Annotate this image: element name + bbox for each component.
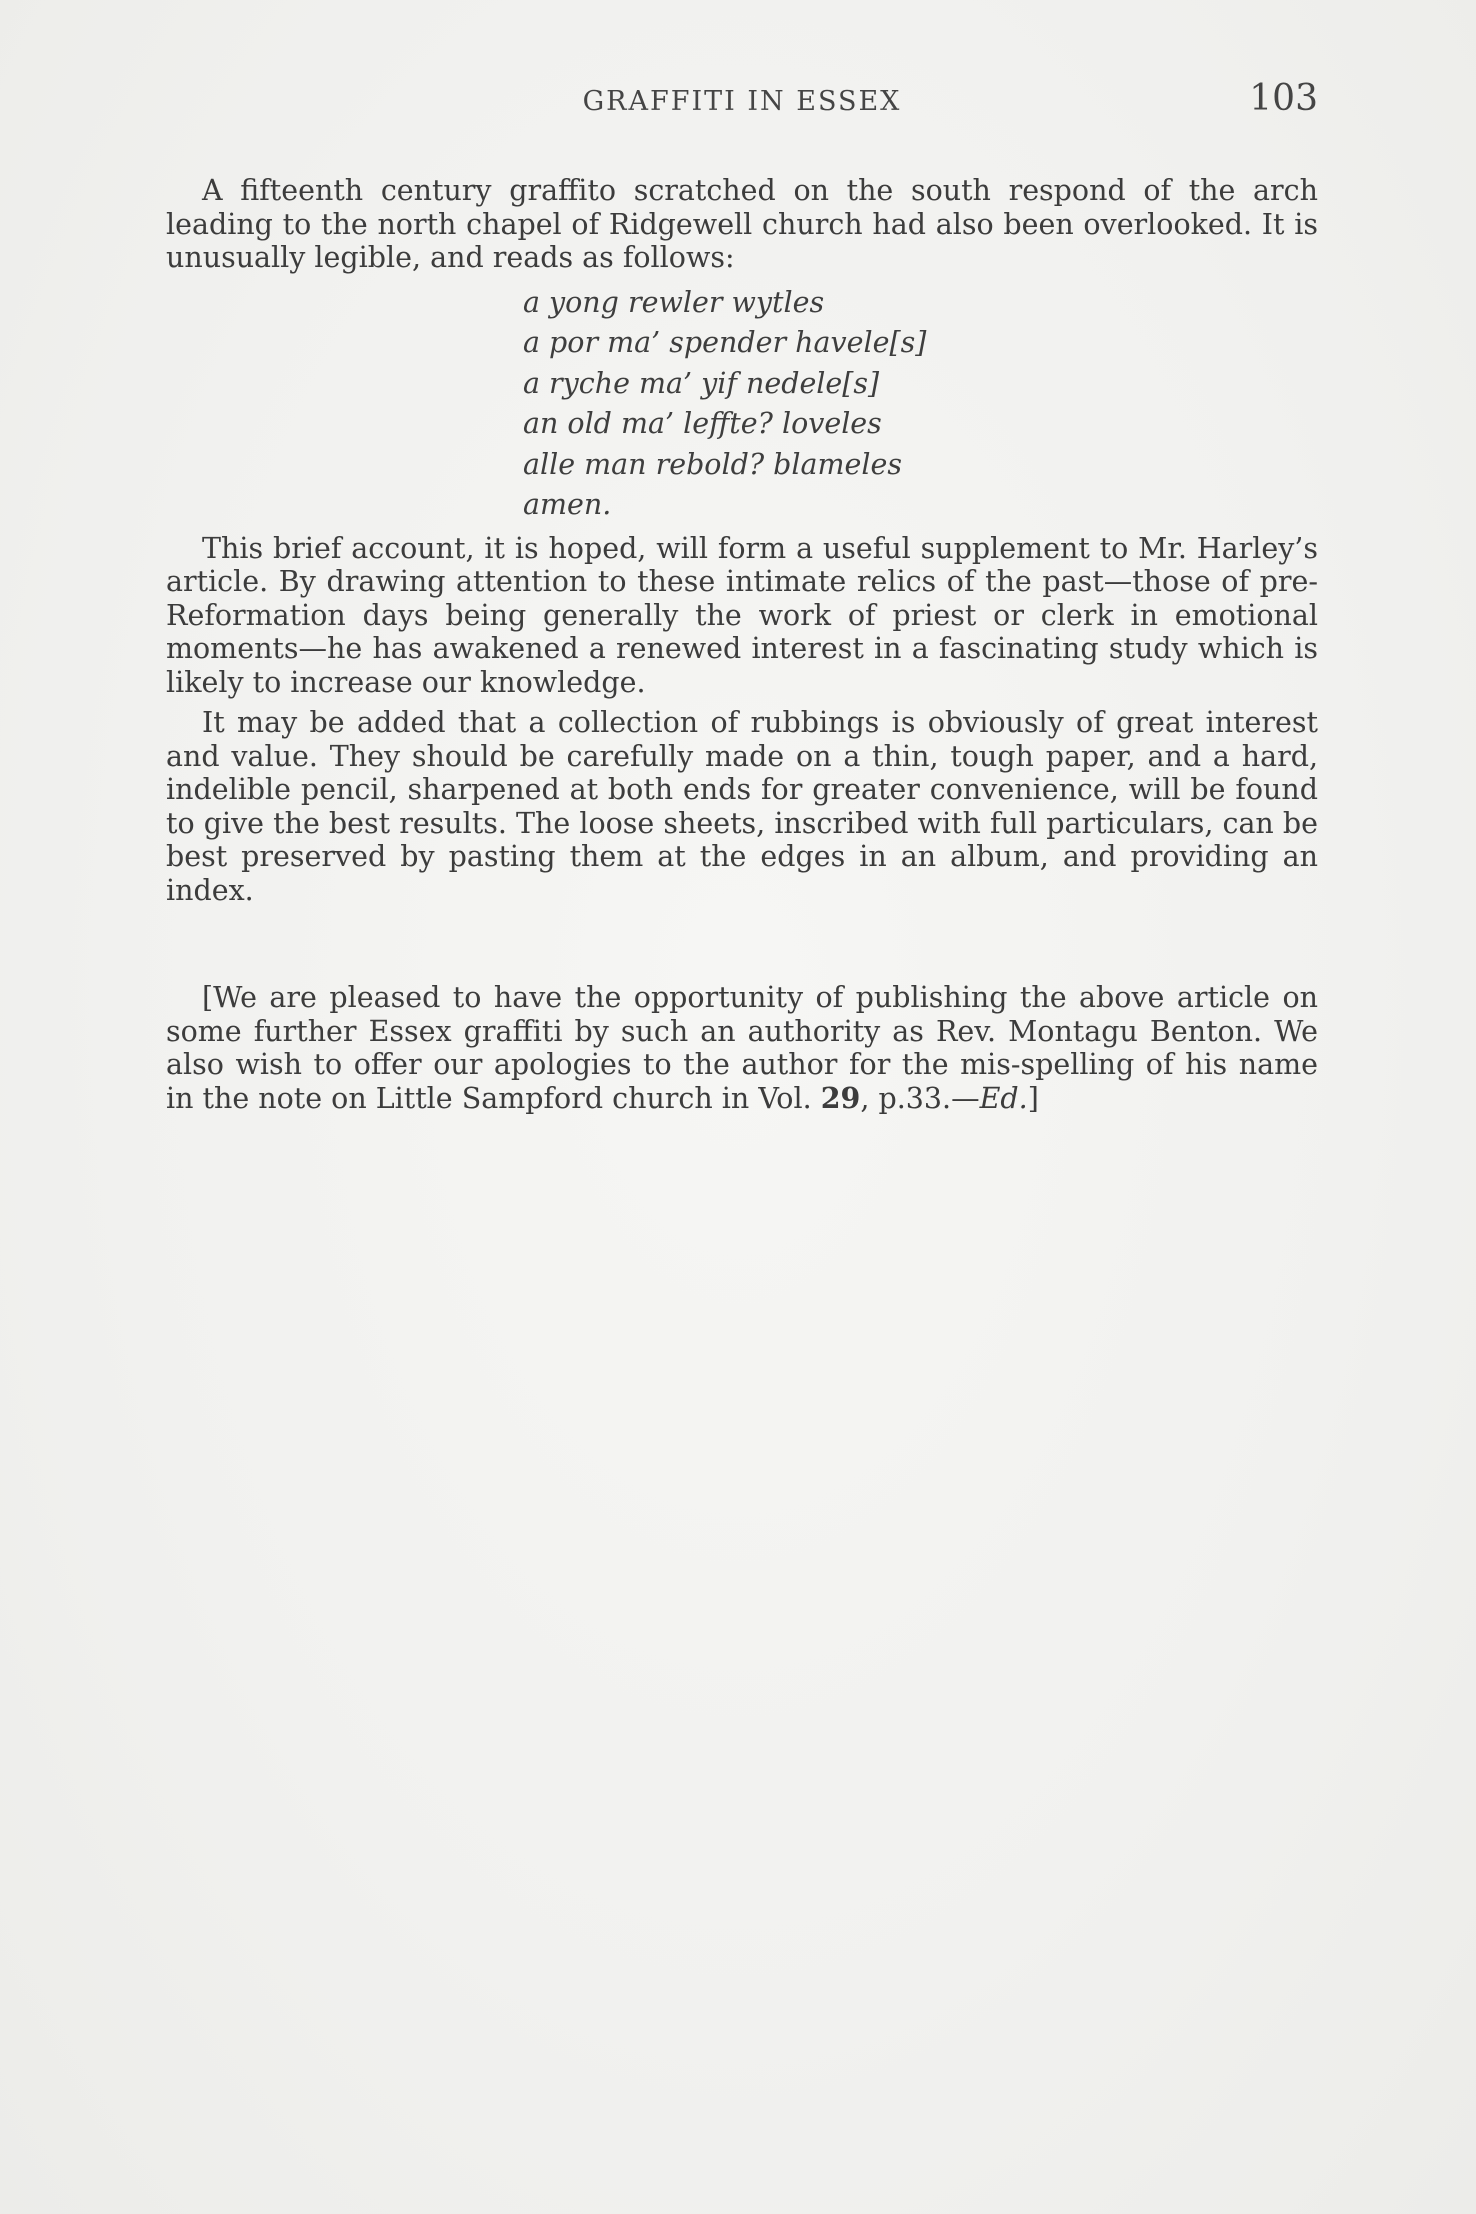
paragraph-rubbings: It may be added that a collection of rubbings is obviously of great interest and value. They should be carefully made on a thin, tough paper, and a hard, indelible pencil, sharpened at both ends for greater convenience, will be found to give the best results. The loose sheets, inscribed with full particulars, can be best preserved by pasting them at the edges in an album, and providing an index.	[166, 706, 1318, 907]
note-editor: Ed.	[979, 1081, 1028, 1115]
paragraph-supplement: This brief account, it is hoped, will form a useful supplement to Mr. Harley’s article. By drawing attention to these intimate relics of the past—those of pre-Reformation days being generally the work of priest or clerk in emotional moments—he has awakened a renewed interest in a fascinating study which is likely to increase our knowledge.	[166, 531, 1318, 699]
note-page: , p.33.—	[860, 1081, 980, 1115]
verse-line: a yong rewler wytles	[523, 285, 825, 319]
verse-line: alle man rebold? blameles	[523, 447, 903, 481]
verse-line: amen.	[523, 488, 612, 521]
note-closing: ]	[1027, 1081, 1039, 1115]
verse-line: an old ma’ leffte? loveles	[523, 407, 882, 440]
page-header	[166, 78, 1318, 128]
verse-line: a por ma’ spender havele[s]	[523, 326, 927, 359]
editorial-note	[166, 981, 1318, 1115]
body-text	[166, 174, 1318, 1115]
note-volume: 29	[820, 1080, 861, 1115]
graffito-verse	[523, 283, 1318, 526]
verse-line: a ryche ma’ yif nedele[s]	[523, 366, 880, 400]
running-head: GRAFFITI IN ESSEX	[582, 86, 902, 117]
page-number: 103	[1249, 78, 1318, 119]
note-text: [We are pleased to have the opportunity of publishing the above article on some further Essex graffiti by such an authority as Rev. Montagu Benton. We also wish to offer our apologies to the author for the mis-spelling of his name in the note on Little Sampford church in Vol.	[166, 981, 1318, 1115]
paragraph-ridgewell-graffito: A fifteenth century graffito scratched on the south respond of the arch leading to the north chapel of Ridgewell church had also been overlooked. It is unusually legible, and reads as follows:	[166, 174, 1318, 274]
